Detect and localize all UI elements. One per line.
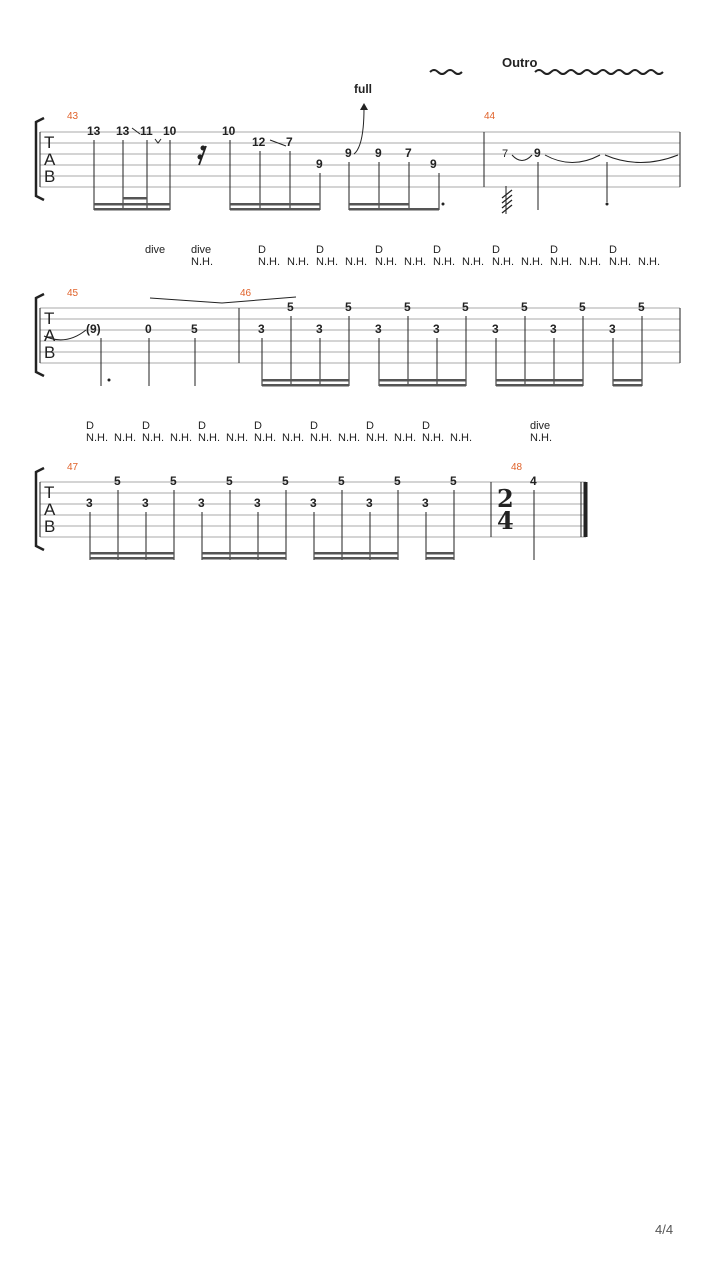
technique-label: D	[433, 244, 441, 256]
tab-letter-b: B	[44, 167, 56, 186]
fret-number: 5	[282, 474, 289, 488]
technique-label: N.H.	[226, 432, 248, 444]
fret-number: 3	[142, 496, 149, 510]
slide-line	[132, 128, 140, 134]
fret-number: 10	[163, 124, 177, 138]
measure-number: 48	[511, 462, 523, 473]
fret-number: 0	[145, 322, 152, 336]
time-signature-bottom: 4	[497, 506, 514, 535]
note-beams	[94, 197, 439, 211]
technique-label: D	[86, 420, 94, 432]
fret-number: 3	[198, 496, 205, 510]
note-stems	[101, 316, 642, 386]
dot	[442, 203, 445, 206]
fret-number: 3	[254, 496, 261, 510]
tie-arc	[605, 155, 678, 163]
tab-letter-t: T	[44, 309, 55, 328]
technique-label: N.H.	[422, 432, 444, 444]
fret-number: 3	[375, 322, 382, 336]
fret-number: 5	[345, 300, 352, 314]
tab-letter-t: T	[44, 483, 55, 502]
fret-number: 7	[405, 146, 412, 160]
fret-number: 7	[286, 135, 293, 149]
fret-number: 3	[550, 322, 557, 336]
technique-label: dive	[145, 244, 166, 256]
technique-label: D	[258, 244, 266, 256]
fret-number: 3	[258, 322, 265, 336]
tie-arc	[545, 155, 600, 163]
tab-letter-t: T	[44, 133, 55, 152]
technique-label: N.H.	[366, 432, 388, 444]
fret-number: 5	[338, 474, 345, 488]
fret-number: (9)	[86, 322, 101, 336]
system-2	[36, 288, 680, 444]
fret-number: 9	[316, 157, 323, 171]
fret-number: 5	[287, 300, 294, 314]
fret-number: 3	[310, 496, 317, 510]
tab-letter-a: A	[44, 326, 56, 345]
outro-section-marker	[430, 55, 663, 74]
technique-label: N.H.	[530, 432, 552, 444]
fret-number: 13	[116, 124, 130, 138]
technique-label: D	[550, 244, 558, 256]
technique-label: dive	[191, 244, 212, 256]
fret-number: 10	[222, 124, 236, 138]
staff-lines	[40, 308, 680, 363]
fret-number: 3	[316, 322, 323, 336]
technique-label: N.H.	[287, 256, 309, 268]
fret-number: 3	[86, 496, 93, 510]
measure-number: 47	[67, 462, 79, 473]
tab-letter-b: B	[44, 343, 56, 362]
technique-label: D	[310, 420, 318, 432]
technique-label: D	[142, 420, 150, 432]
tab-letter-a: A	[44, 150, 56, 169]
bend-arrow	[354, 108, 364, 154]
fret-number: 3	[422, 496, 429, 510]
fret-number: 9	[430, 157, 437, 171]
technique-label: N.H.	[462, 256, 484, 268]
tremolo-strokes	[502, 190, 512, 213]
technique-label: N.H.	[191, 256, 213, 268]
technique-label: D	[609, 244, 617, 256]
fret-number: 5	[638, 300, 645, 314]
technique-label: N.H.	[450, 432, 472, 444]
technique-label: N.H.	[394, 432, 416, 444]
sixteenth-rest	[198, 146, 207, 166]
fret-number: 5	[226, 474, 233, 488]
technique-label: N.H.	[316, 256, 338, 268]
note-beams	[262, 379, 642, 387]
staff-lines	[40, 132, 680, 187]
fret-number: 11	[140, 124, 153, 138]
technique-label: N.H.	[338, 432, 360, 444]
measure-number: 43	[67, 111, 79, 122]
fret-number: 3	[609, 322, 616, 336]
technique-label: D	[422, 420, 430, 432]
technique-label: D	[316, 244, 324, 256]
fret-number: 3	[433, 322, 440, 336]
technique-label: N.H.	[521, 256, 543, 268]
dot	[606, 203, 609, 206]
technique-label: N.H.	[638, 256, 660, 268]
fret-number: 5	[521, 300, 528, 314]
technique-label: N.H.	[198, 432, 220, 444]
technique-label: N.H.	[492, 256, 514, 268]
technique-label: N.H.	[345, 256, 367, 268]
technique-label: N.H.	[375, 256, 397, 268]
fret-number: 9	[375, 146, 382, 160]
technique-label: D	[492, 244, 500, 256]
fret-number: 5	[191, 322, 198, 336]
fret-number: 5	[579, 300, 586, 314]
measure-number: 44	[484, 111, 496, 122]
fret-number: 5	[114, 474, 121, 488]
fret-number: 13	[87, 124, 101, 138]
system-1	[36, 55, 680, 268]
bend-arrowhead	[360, 103, 368, 110]
technique-label: N.H.	[86, 432, 108, 444]
technique-label: N.H.	[579, 256, 601, 268]
technique-label: N.H.	[254, 432, 276, 444]
technique-label: N.H.	[310, 432, 332, 444]
technique-label: D	[366, 420, 374, 432]
technique-label: N.H.	[609, 256, 631, 268]
technique-label: D	[198, 420, 206, 432]
bend-label: full	[354, 82, 372, 96]
time-signature-top: 2	[497, 484, 514, 513]
technique-label: N.H.	[550, 256, 572, 268]
fret-number: 7	[502, 148, 509, 160]
vibrato-wave-right	[535, 70, 663, 74]
technique-label: N.H.	[142, 432, 164, 444]
fret-number: 5	[450, 474, 457, 488]
fret-number: 5	[394, 474, 401, 488]
tab-letter-a: A	[44, 500, 56, 519]
fret-number: 4	[530, 474, 537, 488]
slide-mark	[155, 139, 161, 143]
fret-number: 5	[462, 300, 469, 314]
technique-label: D	[254, 420, 262, 432]
fret-number: 3	[492, 322, 499, 336]
dive-line	[150, 297, 296, 303]
technique-label: N.H.	[282, 432, 304, 444]
technique-label: N.H.	[170, 432, 192, 444]
note-beams	[90, 552, 454, 560]
dot	[108, 379, 111, 382]
technique-label: N.H.	[258, 256, 280, 268]
measure-number: 46	[240, 288, 252, 299]
tab-letter-b: B	[44, 517, 56, 536]
section-label: Outro	[502, 55, 538, 70]
fret-number: 12	[252, 135, 266, 149]
tie-arc	[512, 155, 532, 161]
fret-number: 9	[534, 146, 541, 160]
fret-number: 3	[366, 496, 373, 510]
technique-label: N.H.	[404, 256, 426, 268]
fret-number: 5	[404, 300, 411, 314]
measure-number: 45	[67, 288, 79, 299]
fret-number: 5	[170, 474, 177, 488]
system-3	[36, 462, 586, 560]
fret-number: 9	[345, 146, 352, 160]
technique-label: N.H.	[114, 432, 136, 444]
technique-label: N.H.	[433, 256, 455, 268]
technique-label: dive	[530, 420, 551, 432]
technique-label: D	[375, 244, 383, 256]
page-number: 4/4	[655, 1222, 674, 1237]
vibrato-wave-left	[430, 70, 462, 74]
